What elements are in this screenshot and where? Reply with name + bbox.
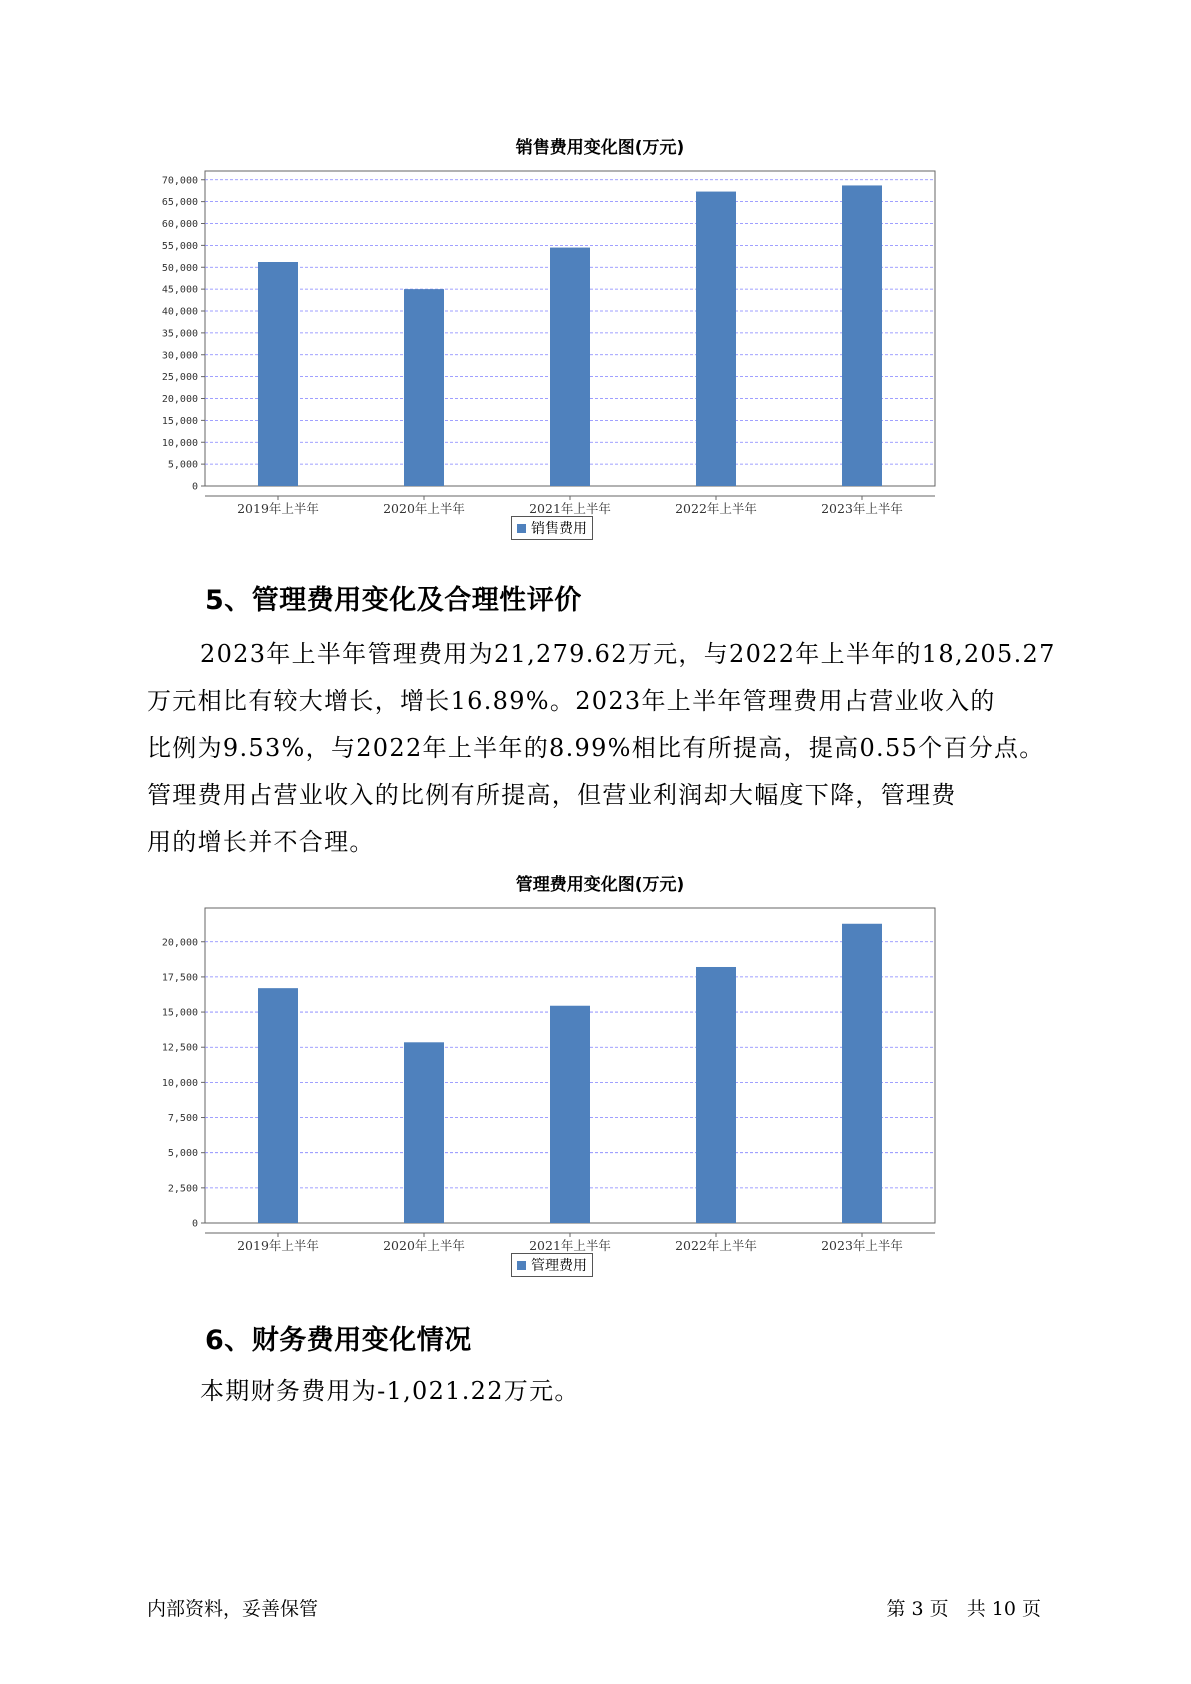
- section6-paragraph: [147, 1368, 1047, 1415]
- y-tick-label: 17,500: [161, 972, 198, 984]
- y-tick-label: 10,000: [161, 437, 198, 449]
- bar: [696, 967, 736, 1223]
- y-tick-label: 65,000: [161, 197, 198, 209]
- x-tick-label: 2022年上半年: [675, 501, 757, 516]
- y-tick-label: 15,000: [161, 1007, 198, 1019]
- y-tick-label: 20,000: [161, 394, 198, 405]
- bar: [550, 1006, 590, 1223]
- footer-page-number: 第 3 页 共 10 页: [886, 1598, 1041, 1620]
- y-tick-label: 20,000: [161, 937, 198, 949]
- admin-chart-plot: [160, 902, 1040, 1282]
- y-tick-label: 55,000: [161, 240, 198, 252]
- admin-chart-legend: [511, 1253, 593, 1277]
- legend-label: 管理费用: [531, 1258, 587, 1274]
- paragraph-line: 本期财务费用为-1,021.22万元。: [200, 1377, 580, 1405]
- legend-label: 销售费用: [531, 521, 587, 537]
- sales-chart-plot: [160, 165, 1040, 545]
- paragraph-line: 2023年上半年管理费用为21,279.62万元，与2022年上半年的18,205.27: [200, 640, 1056, 668]
- y-tick-label: 50,000: [161, 262, 198, 274]
- y-tick-label: 15,000: [161, 415, 198, 427]
- y-tick-label: 12,500: [161, 1042, 198, 1054]
- y-tick-label: 2,500: [167, 1183, 198, 1195]
- legend-swatch: [517, 524, 526, 533]
- y-tick-label: 0: [191, 1218, 198, 1230]
- x-tick-label: 2020年上半年: [383, 1238, 465, 1253]
- y-tick-label: 7,500: [167, 1113, 198, 1125]
- y-tick-label: 5,000: [167, 1148, 198, 1160]
- paragraph-line: 万元相比有较大增长，增长16.89%。2023年上半年管理费用占营业收入的: [147, 687, 996, 715]
- y-tick-label: 60,000: [161, 219, 198, 230]
- x-tick-label: 2021年上半年: [529, 501, 611, 516]
- bar: [404, 1042, 444, 1223]
- section6-heading: 6、财务费用变化情况: [205, 1325, 472, 1356]
- y-tick-label: 25,000: [161, 372, 198, 384]
- sales-chart-legend: [511, 516, 593, 540]
- x-tick-label: 2023年上半年: [821, 501, 903, 516]
- admin-chart-title: 管理费用变化图(万元): [515, 875, 685, 895]
- y-tick-label: 5,000: [167, 459, 198, 471]
- paragraph-line: 比例为9.53%，与2022年上半年的8.99%相比有所提高，提高0.55个百分点。: [147, 734, 1045, 762]
- bar: [842, 924, 882, 1223]
- y-tick-label: 35,000: [161, 328, 198, 340]
- x-tick-label: 2021年上半年: [529, 1238, 611, 1253]
- section5-heading: 5、管理费用变化及合理性评价: [205, 585, 582, 616]
- sales-chart-title: 销售费用变化图(万元): [515, 138, 685, 158]
- bar: [258, 988, 298, 1223]
- x-tick-label: 2019年上半年: [237, 1238, 319, 1253]
- paragraph-line: 管理费用占营业收入的比例有所提高，但营业利润却大幅度下降，管理费: [147, 781, 957, 809]
- sales-chart: [160, 125, 1040, 550]
- y-tick-label: 10,000: [161, 1077, 198, 1089]
- x-tick-label: 2020年上半年: [383, 501, 465, 516]
- y-tick-label: 45,000: [161, 284, 198, 296]
- section5-paragraph: [147, 631, 1056, 866]
- x-tick-label: 2022年上半年: [675, 1238, 757, 1253]
- bar: [258, 262, 298, 486]
- footer-left: 内部资料，妥善保管: [147, 1598, 319, 1620]
- y-tick-label: 70,000: [161, 175, 198, 187]
- bar: [696, 192, 736, 486]
- y-tick-label: 0: [191, 481, 198, 493]
- x-tick-label: 2023年上半年: [821, 1238, 903, 1253]
- y-tick-label: 30,000: [161, 350, 198, 362]
- bar: [550, 248, 590, 486]
- admin-chart: [160, 862, 1040, 1287]
- bar: [404, 289, 444, 486]
- y-tick-label: 40,000: [161, 306, 198, 318]
- paragraph-line: 用的增长并不合理。: [147, 828, 375, 856]
- bar: [842, 185, 882, 486]
- legend-swatch: [517, 1261, 526, 1270]
- x-tick-label: 2019年上半年: [237, 501, 319, 516]
